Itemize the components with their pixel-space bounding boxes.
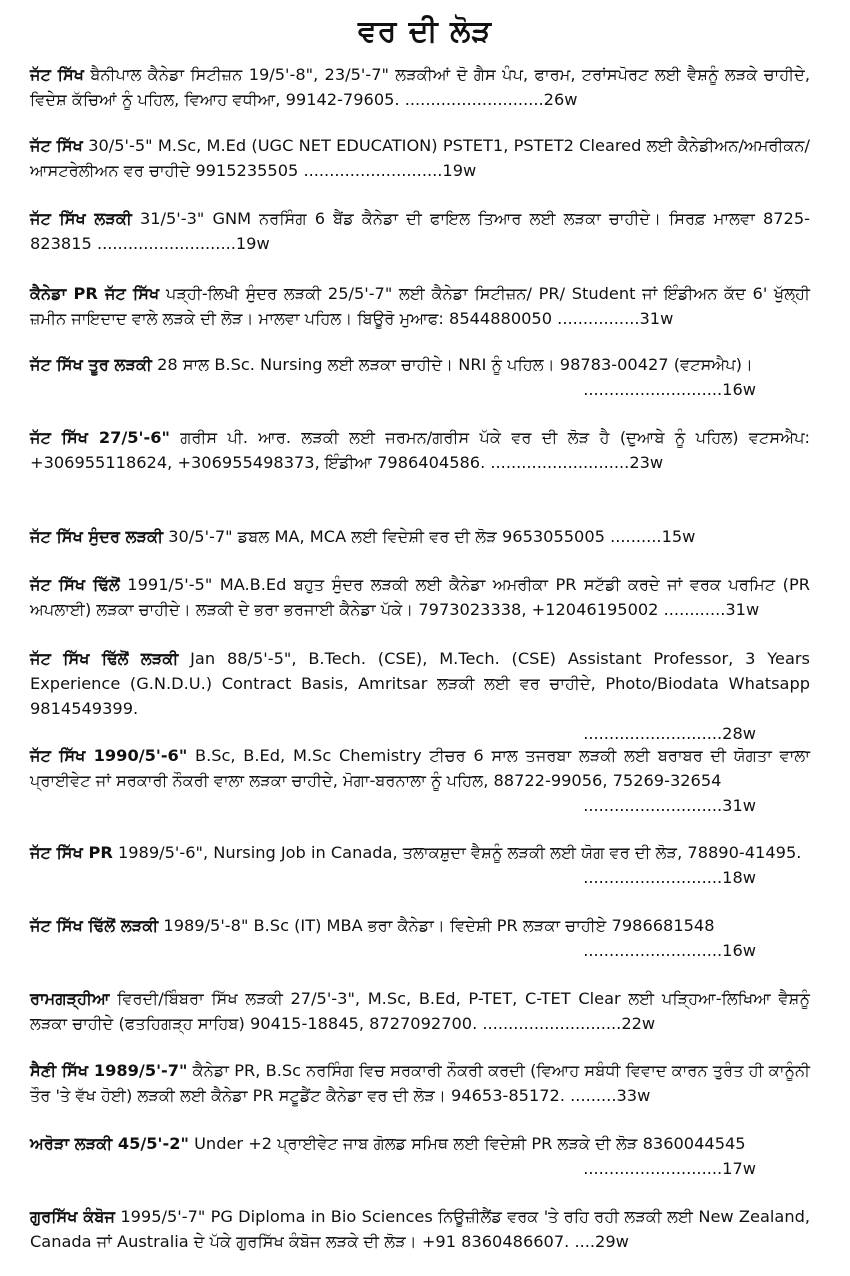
ad-text: ਵਿਰਦੀ/ਬਿੰਬਰਾ ਸਿੱਖ ਲੜਕੀ 27/5'-3", M.Sc, B.Ed, P-TET, C-TET Clear ਲਈ ਪੜ੍ਹਿਆ-ਲਿਖਿਆ ਵੈਸ਼ਨੂੰ ਲੜਕਾ ਚਾਹੀਦੇ (ਫਤਹਿਗੜ੍ਹ ਸਾਹਿਬ) 90415-18845, 8727092700. <box>30 989 810 1033</box>
ad-code: ..........15w <box>610 527 696 546</box>
ad-item <box>30 1058 810 1108</box>
ad-heading: ਜੱਟ ਸਿੱਖ ਸੁੰਦਰ ਲੜਕੀ <box>30 527 164 546</box>
ad-text: 31/5'-3" GNM ਨਰਸਿੰਗ 6 ਬੈਂਡ ਕੈਨੇਡਾ ਦੀ ਫਾਇਲ ਤਿਆਰ ਲਈ ਲੜਕਾ ਚਾਹੀਦੇ। ਸਿਰਫ਼ ਮਾਲਵਾ 8725-823815 <box>30 209 810 253</box>
ad-code: ...........................16w <box>583 380 756 399</box>
ad-heading: ਜੱਟ ਸਿੱਖ ਢਿੱਲੋਂ ਲੜਕੀ <box>30 916 159 935</box>
ad-code: ............31w <box>663 600 760 619</box>
ad-text: 1991/5'-5" MA.B.Ed ਬਹੁਤ ਸੁੰਦਰ ਲੜਕੀ ਲਈ ਕੈਨੇਡਾ ਅਮਰੀਕਾ PR ਸਟੱਡੀ ਕਰਦੇ ਜਾਂ ਵਰਕ ਪਰਮਿਟ (PR ਅਪਲਾਈ) ਲੜਕਾ ਚਾਹੀਦੇ। ਲੜਕੀ ਦੇ ਭਰਾ ਭਰਜਾਈ ਕੈਨੇਡਾ ਪੱਕੇ। 7973023338, +12046195002 <box>30 575 811 619</box>
ad-text: 30/5'-5" M.Sc, M.Ed (UGC NET EDUCATION) PSTET1, PSTET2 Cleared ਲਈ ਕੈਨੇਡੀਅਨ/ਅਮਰੀਕਨ/ਆਸਟਰੇਲੀਅਨ ਵਰ ਚਾਹੀਦੇ 9915235505 <box>30 136 810 180</box>
ad-heading: ਜੱਟ ਸਿੱਖ ਲੜਕੀ <box>30 209 132 228</box>
ad-item <box>30 133 810 183</box>
ad-heading: ਰਾਮਗੜ੍ਹੀਆ <box>30 989 110 1008</box>
ad-item <box>30 425 810 475</box>
ad-text: 1989/5'-6", Nursing Job in Canada, ਤਲਾਕਸ਼ੁਦਾ ਵੈਸ਼ਨੂੰ ਲੜਕੀ ਲਈ ਯੋਗ ਵਰ ਦੀ ਲੋੜ, 78890-41495. <box>112 843 802 862</box>
ad-code: ...........................22w <box>482 1014 656 1033</box>
ad-code: ...........................31w <box>583 796 756 815</box>
ad-item <box>30 840 810 890</box>
ad-text: 1995/5'-7" PG Diploma in Bio Sciences ਨਿਊਜ਼ੀਲੈਂਡ ਵਰਕ 'ਤੇ ਰਹਿ ਰਹੀ ਲੜਕੀ ਲਈ New Zealand, Canada ਜਾਂ Australia ਦੇ ਪੱਕੇ ਗੁਰਸਿੱਖ ਕੰਬੋਜ ਲੜਕੇ ਦੀ ਲੋੜ। +91 8360486607. <box>30 1207 810 1251</box>
ad-text: Jan 88/5'-5", B.Tech. (CSE), M.Tech. (CSE) Assistant Professor, 3 Years Experience (G.N.D.U.) Contract Basis, Amritsar ਲੜਕੀ ਲਈ ਵਰ ਚਾਹੀਦੇ, Photo/Biodata Whatsapp 9814549399. <box>30 649 810 718</box>
ad-heading: ਕੈਨੇਡਾ PR ਜੱਟ ਸਿੱਖ <box>30 284 160 303</box>
ad-heading: ਗੁਰਸਿੱਖ ਕੰਬੋਜ <box>30 1207 116 1226</box>
ad-code: ...........................16w <box>583 941 756 960</box>
ad-item <box>30 646 810 746</box>
ad-heading: ਜੱਟ ਸਿੱਖ ਢਿੱਲੋਂ ਲੜਕੀ <box>30 649 179 668</box>
ad-heading: ਅਰੋੜਾ ਲੜਕੀ 45/5'-2" <box>30 1134 189 1153</box>
ad-text: 1989/5'-8" B.Sc (IT) MBA ਭਰਾ ਕੈਨੇਡਾ। ਵਿਦੇਸ਼ੀ PR ਲੜਕਾ ਚਾਹੀਏ 7986681548 <box>158 916 715 935</box>
ad-text: B.Sc, B.Ed, M.Sc Chemistry ਟੀਚਰ 6 ਸਾਲ ਤਜਰਬਾ ਲੜਕੀ ਲਈ ਬਰਾਬਰ ਦੀ ਯੋਗਤਾ ਵਾਲਾ ਪ੍ਰਾਈਵੇਟ ਜਾਂ ਸਰਕਾਰੀ ਨੌਕਰੀ ਵਾਲਾ ਲੜਕਾ ਚਾਹੀਦੇ, ਮੋਗਾ-ਬਰਨਾਲਾ ਨੂੰ ਪਹਿਲ, 88722-99056, 75269-32654 <box>30 746 811 790</box>
ad-item <box>30 743 810 818</box>
ad-text: 30/5'-7" ਡਬਲ MA, MCA ਲਈ ਵਿਦੇਸ਼ੀ ਵਰ ਦੀ ਲੋੜ 9653055005 <box>163 527 611 546</box>
ad-code: ...........................28w <box>583 724 756 743</box>
ad-heading: ਸੈਣੀ ਸਿੱਖ 1989/5'-7" <box>30 1061 188 1080</box>
ad-item <box>30 62 810 112</box>
ad-code: .........33w <box>570 1086 651 1105</box>
ad-item <box>30 572 810 622</box>
ad-code: ...........................19w <box>303 161 477 180</box>
ad-heading: ਜੱਟ ਸਿੱਖ <box>30 136 83 155</box>
ad-heading: ਜੱਟ ਸਿੱਖ 27/5'-6" <box>30 428 170 447</box>
ad-item <box>30 524 810 549</box>
ad-code: ...........................17w <box>583 1159 756 1178</box>
ad-heading: ਜੱਟ ਸਿੱਖ ਤੂਰ ਲੜਕੀ <box>30 355 152 374</box>
ad-code: ...........................23w <box>490 453 664 472</box>
ad-code: ................31w <box>557 309 674 328</box>
ad-item <box>30 281 810 331</box>
ad-code: ....29w <box>574 1232 629 1251</box>
ad-item <box>30 206 810 256</box>
ad-heading: ਜੱਟ ਸਿੱਖ ਢਿੱਲੋਂ <box>30 575 120 594</box>
ad-heading: ਜੱਟ ਸਿੱਖ 1990/5'-6" <box>30 746 188 765</box>
ad-item <box>30 352 810 402</box>
ad-heading: ਜੱਟ ਸਿੱਖ <box>30 65 85 84</box>
ad-text: ਕੈਨੇਡਾ PR, B.Sc ਨਰਸਿੰਗ ਵਿਚ ਸਰਕਾਰੀ ਨੌਕਰੀ ਕਰਦੀ (ਵਿਆਹ ਸਬੰਧੀ ਵਿਵਾਦ ਕਾਰਨ ਤੁਰੰਤ ਹੀ ਕਾਨੂੰਨੀ ਤੌਰ 'ਤੇ ਵੱਖ ਹੋਈ) ਲੜਕੀ ਲਈ ਕੈਨੇਡਾ PR ਸਟੂਡੈਂਟ ਕੈਨੇਡਾ ਵਰ ਦੀ ਲੋੜ। 94653-85172. <box>30 1061 810 1105</box>
ad-item <box>30 913 810 963</box>
ad-code: ...........................19w <box>96 234 270 253</box>
ad-item <box>30 1131 810 1181</box>
ad-code: ...........................26w <box>404 90 578 109</box>
ad-text: ਪੜ੍ਹੀ-ਲਿਖੀ ਸੁੰਦਰ ਲੜਕੀ 25/5'-7" ਲਈ ਕੈਨੇਡਾ ਸਿਟੀਜ਼ਨ/ PR/ Student ਜਾਂ ਇੰਡੀਅਨ ਕੱਦ 6' ਖੁੱਲ੍ਹੀ ਜ਼ਮੀਨ ਜਾਇਦਾਦ ਵਾਲੇ ਲੜਕੇ ਦੀ ਲੋੜ। ਮਾਲਵਾ ਪਹਿਲ। ਬਿਊਰੋ ਮੁਆਫ: 8544880050 <box>30 284 810 328</box>
ad-item <box>30 986 810 1036</box>
ad-heading: ਜੱਟ ਸਿੱਖ PR <box>30 843 113 862</box>
ad-item <box>30 1204 810 1254</box>
ad-code: ...........................18w <box>583 868 756 887</box>
ad-text: 28 ਸਾਲ B.Sc. Nursing ਲਈ ਲੜਕਾ ਚਾਹੀਦੇ। NRI ਨੂੰ ਪਹਿਲ। 98783-00427 (ਵਟਸਐਪ)। <box>151 355 753 374</box>
page-title: ਵਰ ਦੀ ਲੋੜ <box>357 14 493 49</box>
ad-text: Under +2 ਪ੍ਰਾਈਵੇਟ ਜਾਬ ਗੋਲਡ ਸਮਿਥ ਲਈ ਵਿਦੇਸ਼ੀ PR ਲੜਕੇ ਦੀ ਲੋੜ 8360044545 <box>188 1134 746 1153</box>
ad-text: ਬੈਨੀਪਾਲ ਕੈਨੇਡਾ ਸਿਟੀਜ਼ਨ 19/5'-8", 23/5'-7" ਲੜਕੀਆਂ ਦੋ ਗੈਸ ਪੰਪ, ਫਾਰਮ, ਟਰਾਂਸਪੋਰਟ ਲਈ ਵੈਸ਼ਨੂੰ ਲੜਕੇ ਚਾਹੀਦੇ, ਵਿਦੇਸ਼ ਕੱਚਿਆਂ ਨੂੰ ਪਹਿਲ, ਵਿਆਹ ਵਧੀਆ, 99142-79605. <box>30 65 810 109</box>
ad-text: ਗਰੀਸ ਪੀ. ਆਰ. ਲੜਕੀ ਲਈ ਜਰਮਨ/ਗਰੀਸ ਪੱਕੇ ਵਰ ਦੀ ਲੋੜ ਹੈ (ਦੁਆਬੇ ਨੂੰ ਪਹਿਲ) ਵਟਸਐਪ: +306955118624, +306955498373, ਇੰਡੀਆ 7986404586. <box>30 428 810 472</box>
